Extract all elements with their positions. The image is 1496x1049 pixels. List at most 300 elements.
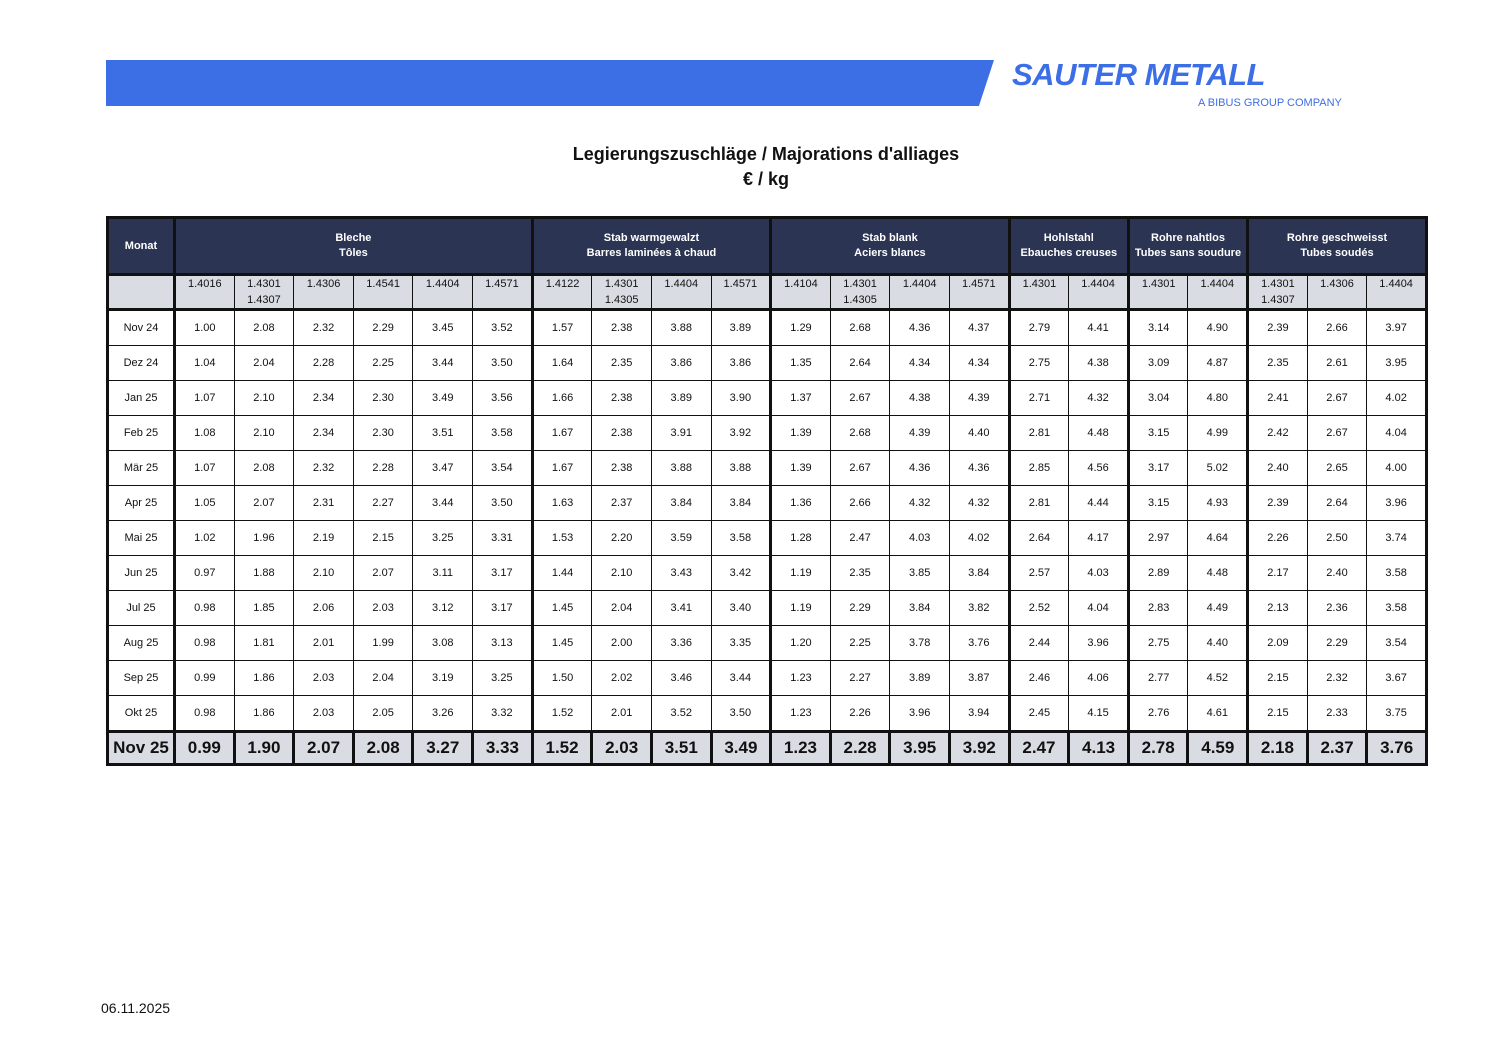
- value-cell: 2.65: [1307, 451, 1367, 486]
- grade-label: 1.4404: [1367, 275, 1427, 310]
- table-row: [108, 416, 1427, 451]
- value-cell: 0.99: [175, 732, 235, 765]
- value-cell: 3.19: [413, 661, 473, 696]
- grade-label: 1.4404: [1069, 275, 1129, 310]
- value-cell: 3.15: [1128, 416, 1188, 451]
- group-header-de: Bleche: [335, 232, 372, 244]
- month-cell: Feb 25: [108, 416, 175, 451]
- value-cell: 3.25: [413, 521, 473, 556]
- value-cell: 1.35: [771, 346, 831, 381]
- table-row: [108, 591, 1427, 626]
- value-cell: 3.43: [651, 556, 711, 591]
- value-cell: 4.40: [950, 416, 1010, 451]
- value-cell: 1.19: [771, 591, 831, 626]
- value-cell: 2.25: [830, 626, 890, 661]
- value-cell: 2.10: [234, 416, 294, 451]
- value-cell: 2.10: [592, 556, 652, 591]
- value-cell: 4.48: [1069, 416, 1129, 451]
- value-cell: 2.26: [830, 696, 890, 732]
- value-cell: 4.17: [1069, 521, 1129, 556]
- value-cell: 3.36: [651, 626, 711, 661]
- value-cell: 2.02: [592, 661, 652, 696]
- value-cell: 4.03: [890, 521, 950, 556]
- value-cell: 2.03: [592, 732, 652, 765]
- value-cell: 2.39: [1248, 310, 1308, 346]
- value-cell: 4.03: [1069, 556, 1129, 591]
- value-cell: 1.23: [771, 696, 831, 732]
- grade-label: 1.4571: [950, 275, 1010, 310]
- value-cell: 2.40: [1248, 451, 1308, 486]
- value-cell: 4.32: [950, 486, 1010, 521]
- value-cell: 1.99: [353, 626, 413, 661]
- grade-label: 1.4016: [175, 275, 235, 310]
- grade-label: 1.4571: [473, 275, 533, 310]
- value-cell: 4.93: [1188, 486, 1248, 521]
- value-cell: 2.01: [592, 696, 652, 732]
- table-row: [108, 310, 1427, 346]
- value-cell: 3.11: [413, 556, 473, 591]
- grade-label: 1.4404: [651, 275, 711, 310]
- value-cell: 1.36: [771, 486, 831, 521]
- value-cell: 3.90: [711, 381, 771, 416]
- value-cell: 1.63: [532, 486, 592, 521]
- value-cell: 4.15: [1069, 696, 1129, 732]
- value-cell: 2.04: [353, 661, 413, 696]
- value-cell: 2.81: [1009, 416, 1069, 451]
- value-cell: 2.61: [1307, 346, 1367, 381]
- group-header: [175, 218, 533, 275]
- value-cell: 3.17: [1128, 451, 1188, 486]
- grade-label: 1.4301 1.4305: [592, 275, 652, 310]
- value-cell: 0.98: [175, 696, 235, 732]
- month-cell: Nov 24: [108, 310, 175, 346]
- value-cell: 3.51: [651, 732, 711, 765]
- group-header-fr: Tôles: [339, 247, 368, 259]
- value-cell: 4.36: [890, 310, 950, 346]
- value-cell: 2.37: [1307, 732, 1367, 765]
- value-cell: 2.17: [1248, 556, 1308, 591]
- value-cell: 4.44: [1069, 486, 1129, 521]
- value-cell: 2.67: [830, 451, 890, 486]
- grade-label: 1.4306: [294, 275, 354, 310]
- value-cell: 2.52: [1009, 591, 1069, 626]
- value-cell: 3.94: [950, 696, 1010, 732]
- value-cell: 2.29: [830, 591, 890, 626]
- value-cell: 3.15: [1128, 486, 1188, 521]
- value-cell: 2.03: [353, 591, 413, 626]
- value-cell: 4.38: [890, 381, 950, 416]
- table-row: [108, 451, 1427, 486]
- value-cell: 3.92: [950, 732, 1010, 765]
- value-cell: 3.27: [413, 732, 473, 765]
- value-cell: 2.38: [592, 451, 652, 486]
- grade-label: 1.4301 1.4307: [234, 275, 294, 310]
- brand-name: SAUTER METALL: [1012, 57, 1265, 92]
- value-cell: 2.35: [592, 346, 652, 381]
- value-cell: 4.49: [1188, 591, 1248, 626]
- value-cell: 2.30: [353, 381, 413, 416]
- page-title: Legierungszuschläge / Majorations d'alliages: [572, 144, 960, 164]
- value-cell: 4.61: [1188, 696, 1248, 732]
- value-cell: 2.35: [1248, 346, 1308, 381]
- value-cell: 3.82: [950, 591, 1010, 626]
- value-cell: 1.50: [532, 661, 592, 696]
- value-cell: 1.20: [771, 626, 831, 661]
- value-cell: 4.04: [1069, 591, 1129, 626]
- value-cell: 3.95: [1367, 346, 1427, 381]
- value-cell: 2.04: [592, 591, 652, 626]
- group-header-de: Hohlstahl: [1043, 232, 1094, 244]
- value-cell: 0.98: [175, 591, 235, 626]
- value-cell: 3.45: [413, 310, 473, 346]
- value-cell: 1.39: [771, 451, 831, 486]
- value-cell: 4.36: [890, 451, 950, 486]
- value-cell: 4.80: [1188, 381, 1248, 416]
- value-cell: 2.30: [353, 416, 413, 451]
- month-header: Monat: [108, 218, 175, 275]
- value-cell: 3.09: [1128, 346, 1188, 381]
- value-cell: 2.45: [1009, 696, 1069, 732]
- value-cell: 5.02: [1188, 451, 1248, 486]
- value-cell: 1.57: [532, 310, 592, 346]
- value-cell: 2.15: [1248, 696, 1308, 732]
- value-cell: 2.85: [1009, 451, 1069, 486]
- value-cell: 3.86: [711, 346, 771, 381]
- value-cell: 2.36: [1307, 591, 1367, 626]
- value-cell: 1.53: [532, 521, 592, 556]
- value-cell: 2.67: [830, 381, 890, 416]
- value-cell: 1.29: [771, 310, 831, 346]
- group-header-de: Rohre geschweisst: [1286, 232, 1388, 244]
- grade-label: 1.4301 1.4307: [1248, 275, 1308, 310]
- table-row: [108, 661, 1427, 696]
- value-cell: 1.39: [771, 416, 831, 451]
- value-cell: 3.84: [950, 556, 1010, 591]
- value-cell: 2.09: [1248, 626, 1308, 661]
- group-header-fr: Aciers blancs: [854, 247, 926, 259]
- value-cell: 2.64: [1009, 521, 1069, 556]
- value-cell: 1.05: [175, 486, 235, 521]
- value-cell: 4.56: [1069, 451, 1129, 486]
- value-cell: 2.27: [830, 661, 890, 696]
- value-cell: 1.96: [234, 521, 294, 556]
- current-month-row: [108, 732, 1427, 765]
- table-row: [108, 521, 1427, 556]
- value-cell: 3.97: [1367, 310, 1427, 346]
- value-cell: 2.31: [294, 486, 354, 521]
- group-header-fr: Barres laminées à chaud: [586, 247, 717, 259]
- value-cell: 2.08: [234, 451, 294, 486]
- value-cell: 2.15: [353, 521, 413, 556]
- value-cell: 3.17: [473, 591, 533, 626]
- value-cell: 3.32: [473, 696, 533, 732]
- value-cell: 2.40: [1307, 556, 1367, 591]
- value-cell: 1.02: [175, 521, 235, 556]
- value-cell: 1.52: [532, 696, 592, 732]
- value-cell: 2.07: [294, 732, 354, 765]
- group-header-de: Rohre nahtlos: [1151, 232, 1225, 244]
- value-cell: 3.49: [413, 381, 473, 416]
- value-cell: 1.64: [532, 346, 592, 381]
- value-cell: 4.52: [1188, 661, 1248, 696]
- value-cell: 2.28: [353, 451, 413, 486]
- value-cell: 2.46: [1009, 661, 1069, 696]
- value-cell: 4.90: [1188, 310, 1248, 346]
- value-cell: 2.05: [353, 696, 413, 732]
- value-cell: 3.96: [890, 696, 950, 732]
- value-cell: 2.26: [1248, 521, 1308, 556]
- group-header: [771, 218, 1009, 275]
- value-cell: 1.45: [532, 591, 592, 626]
- value-cell: 4.32: [890, 486, 950, 521]
- value-cell: 2.78: [1128, 732, 1188, 765]
- value-cell: 2.18: [1248, 732, 1308, 765]
- value-cell: 3.50: [473, 346, 533, 381]
- value-cell: 4.48: [1188, 556, 1248, 591]
- value-cell: 3.84: [890, 591, 950, 626]
- value-cell: 4.02: [950, 521, 1010, 556]
- value-cell: 3.14: [1128, 310, 1188, 346]
- value-cell: 2.13: [1248, 591, 1308, 626]
- value-cell: 2.32: [294, 310, 354, 346]
- value-cell: 1.04: [175, 346, 235, 381]
- group-header: [1128, 218, 1247, 275]
- value-cell: 2.64: [1307, 486, 1367, 521]
- document-date: 06.11.2025: [101, 1000, 171, 1016]
- surcharge-table: [106, 216, 1428, 766]
- value-cell: 2.39: [1248, 486, 1308, 521]
- grade-label: 1.4571: [711, 275, 771, 310]
- value-cell: 3.75: [1367, 696, 1427, 732]
- table-row: [108, 626, 1427, 661]
- value-cell: 4.37: [950, 310, 1010, 346]
- value-cell: 2.34: [294, 381, 354, 416]
- value-cell: 3.95: [890, 732, 950, 765]
- value-cell: 2.66: [1307, 310, 1367, 346]
- value-cell: 3.56: [473, 381, 533, 416]
- group-header-fr: Ebauches creuses: [1020, 247, 1118, 259]
- value-cell: 4.99: [1188, 416, 1248, 451]
- value-cell: 1.90: [234, 732, 294, 765]
- value-cell: 2.28: [830, 732, 890, 765]
- value-cell: 4.40: [1188, 626, 1248, 661]
- value-cell: 0.98: [175, 626, 235, 661]
- value-cell: 2.03: [294, 661, 354, 696]
- value-cell: 2.38: [592, 416, 652, 451]
- month-subheader-blank: [108, 275, 175, 310]
- value-cell: 3.44: [711, 661, 771, 696]
- group-header: [1009, 218, 1128, 275]
- page-unit: € / kg: [742, 169, 790, 189]
- value-cell: 3.49: [711, 732, 771, 765]
- value-cell: 2.77: [1128, 661, 1188, 696]
- value-cell: 2.37: [592, 486, 652, 521]
- value-cell: 3.50: [711, 696, 771, 732]
- value-cell: 3.87: [950, 661, 1010, 696]
- month-cell: Jan 25: [108, 381, 175, 416]
- grade-header-row: [108, 275, 1427, 310]
- value-cell: 1.67: [532, 416, 592, 451]
- value-cell: 2.83: [1128, 591, 1188, 626]
- value-cell: 3.52: [473, 310, 533, 346]
- value-cell: 2.89: [1128, 556, 1188, 591]
- value-cell: 3.12: [413, 591, 473, 626]
- value-cell: 2.15: [1248, 661, 1308, 696]
- value-cell: 3.25: [473, 661, 533, 696]
- value-cell: 3.96: [1367, 486, 1427, 521]
- value-cell: 3.31: [473, 521, 533, 556]
- value-cell: 4.39: [890, 416, 950, 451]
- value-cell: 3.13: [473, 626, 533, 661]
- value-cell: 1.07: [175, 451, 235, 486]
- value-cell: 4.04: [1367, 416, 1427, 451]
- value-cell: 2.27: [353, 486, 413, 521]
- value-cell: 3.84: [651, 486, 711, 521]
- value-cell: 3.51: [413, 416, 473, 451]
- group-header: [532, 218, 770, 275]
- month-cell: Aug 25: [108, 626, 175, 661]
- group-header-fr: Tubes soudés: [1300, 247, 1374, 259]
- value-cell: 3.88: [651, 451, 711, 486]
- month-cell: Jun 25: [108, 556, 175, 591]
- month-cell: Dez 24: [108, 346, 175, 381]
- value-cell: 3.42: [711, 556, 771, 591]
- value-cell: 3.41: [651, 591, 711, 626]
- value-cell: 1.23: [771, 732, 831, 765]
- grade-label: 1.4301: [1128, 275, 1188, 310]
- value-cell: 2.38: [592, 381, 652, 416]
- value-cell: 2.68: [830, 416, 890, 451]
- value-cell: 2.10: [294, 556, 354, 591]
- value-cell: 2.67: [1307, 381, 1367, 416]
- value-cell: 2.32: [1307, 661, 1367, 696]
- value-cell: 2.75: [1009, 346, 1069, 381]
- value-cell: 3.58: [473, 416, 533, 451]
- value-cell: 3.47: [413, 451, 473, 486]
- value-cell: 3.92: [711, 416, 771, 451]
- value-cell: 2.81: [1009, 486, 1069, 521]
- value-cell: 2.41: [1248, 381, 1308, 416]
- value-cell: 2.47: [1009, 732, 1069, 765]
- value-cell: 2.64: [830, 346, 890, 381]
- value-cell: 0.97: [175, 556, 235, 591]
- value-cell: 2.07: [353, 556, 413, 591]
- value-cell: 2.19: [294, 521, 354, 556]
- month-cell: Okt 25: [108, 696, 175, 732]
- value-cell: 3.54: [1367, 626, 1427, 661]
- table-row: [108, 486, 1427, 521]
- table-row: [108, 381, 1427, 416]
- value-cell: 4.34: [890, 346, 950, 381]
- value-cell: 4.00: [1367, 451, 1427, 486]
- group-header: [1248, 218, 1427, 275]
- value-cell: 4.13: [1069, 732, 1129, 765]
- value-cell: 3.76: [950, 626, 1010, 661]
- value-cell: 3.76: [1367, 732, 1427, 765]
- grade-label: 1.4301 1.4305: [830, 275, 890, 310]
- group-header-de: Stab blank: [862, 232, 918, 244]
- value-cell: 2.03: [294, 696, 354, 732]
- value-cell: 1.44: [532, 556, 592, 591]
- value-cell: 3.58: [1367, 556, 1427, 591]
- value-cell: 4.34: [950, 346, 1010, 381]
- value-cell: 2.42: [1248, 416, 1308, 451]
- value-cell: 2.44: [1009, 626, 1069, 661]
- month-cell: Nov 25: [108, 732, 175, 765]
- brand-subtitle: A BIBUS GROUP COMPANY: [1198, 97, 1342, 109]
- value-cell: 3.67: [1367, 661, 1427, 696]
- value-cell: 2.68: [830, 310, 890, 346]
- group-header-de: Stab warmgewalzt: [603, 232, 700, 244]
- value-cell: 3.86: [651, 346, 711, 381]
- value-cell: 2.08: [353, 732, 413, 765]
- value-cell: 1.85: [234, 591, 294, 626]
- value-cell: 1.88: [234, 556, 294, 591]
- value-cell: 1.28: [771, 521, 831, 556]
- value-cell: 4.59: [1188, 732, 1248, 765]
- grade-label: 1.4404: [890, 275, 950, 310]
- value-cell: 3.17: [473, 556, 533, 591]
- month-cell: Apr 25: [108, 486, 175, 521]
- value-cell: 4.06: [1069, 661, 1129, 696]
- grade-label: 1.4306: [1307, 275, 1367, 310]
- value-cell: 0.99: [175, 661, 235, 696]
- value-cell: 2.38: [592, 310, 652, 346]
- value-cell: 2.97: [1128, 521, 1188, 556]
- value-cell: 2.67: [1307, 416, 1367, 451]
- value-cell: 3.52: [651, 696, 711, 732]
- value-cell: 4.64: [1188, 521, 1248, 556]
- value-cell: 2.32: [294, 451, 354, 486]
- value-cell: 2.10: [234, 381, 294, 416]
- value-cell: 3.44: [413, 486, 473, 521]
- value-cell: 4.39: [950, 381, 1010, 416]
- value-cell: 4.38: [1069, 346, 1129, 381]
- value-cell: 2.20: [592, 521, 652, 556]
- value-cell: 3.88: [651, 310, 711, 346]
- grade-label: 1.4301: [1009, 275, 1069, 310]
- value-cell: 2.25: [353, 346, 413, 381]
- value-cell: 2.29: [353, 310, 413, 346]
- value-cell: 3.59: [651, 521, 711, 556]
- value-cell: 2.34: [294, 416, 354, 451]
- value-cell: 1.07: [175, 381, 235, 416]
- table-row: [108, 346, 1427, 381]
- value-cell: 2.07: [234, 486, 294, 521]
- value-cell: 2.33: [1307, 696, 1367, 732]
- value-cell: 3.35: [711, 626, 771, 661]
- value-cell: 3.84: [711, 486, 771, 521]
- value-cell: 2.75: [1128, 626, 1188, 661]
- month-cell: Mai 25: [108, 521, 175, 556]
- value-cell: 2.35: [830, 556, 890, 591]
- value-cell: 3.33: [473, 732, 533, 765]
- value-cell: 1.00: [175, 310, 235, 346]
- grade-label: 1.4122: [532, 275, 592, 310]
- value-cell: 1.86: [234, 696, 294, 732]
- table-row: [108, 556, 1427, 591]
- value-cell: 1.66: [532, 381, 592, 416]
- header-banner: [106, 60, 994, 106]
- value-cell: 3.89: [711, 310, 771, 346]
- value-cell: 3.89: [890, 661, 950, 696]
- value-cell: 2.04: [234, 346, 294, 381]
- value-cell: 3.44: [413, 346, 473, 381]
- grade-label: 1.4541: [353, 275, 413, 310]
- value-cell: 3.91: [651, 416, 711, 451]
- value-cell: 3.40: [711, 591, 771, 626]
- value-cell: 1.08: [175, 416, 235, 451]
